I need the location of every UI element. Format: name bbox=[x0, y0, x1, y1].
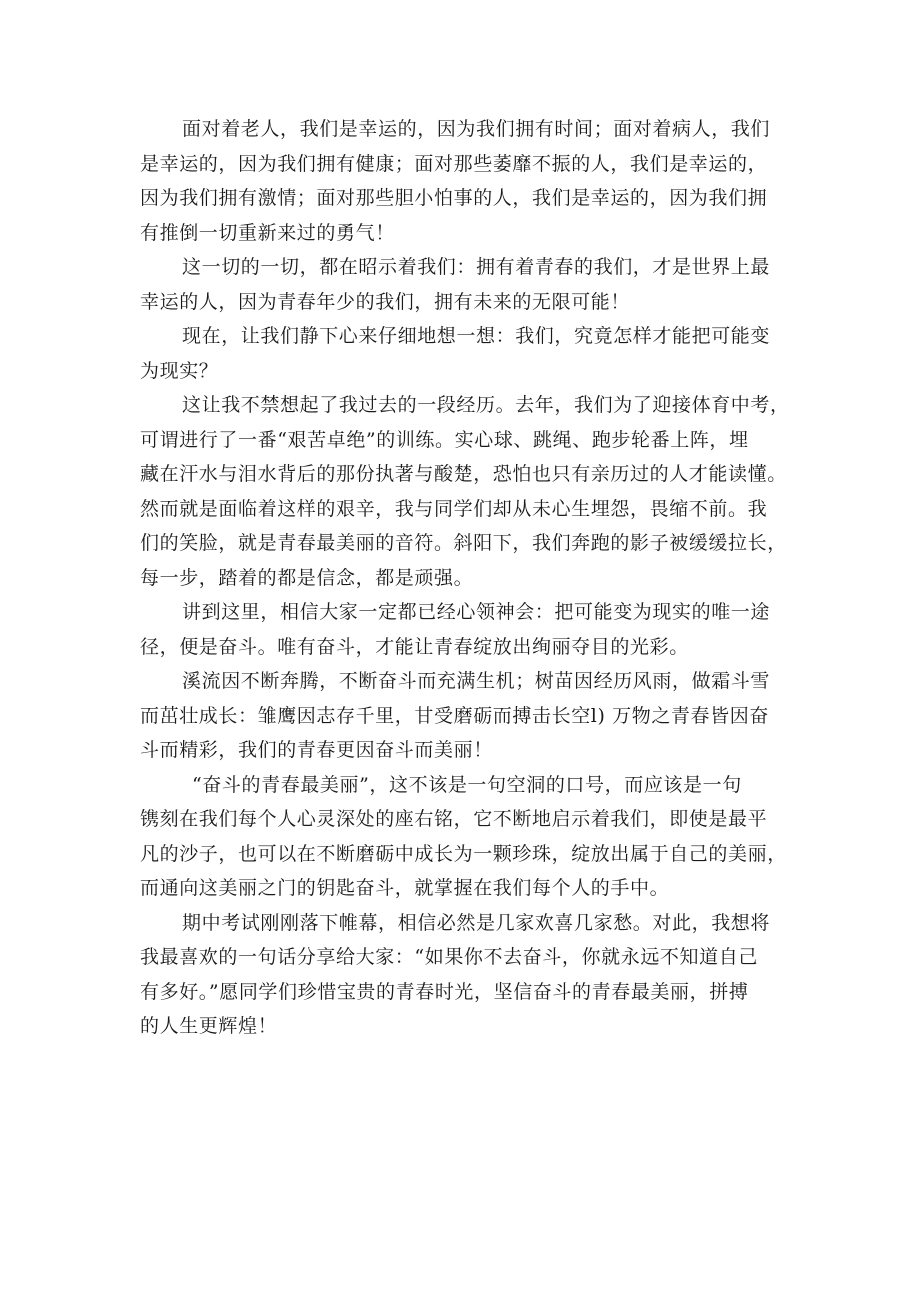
paragraph-line: 的人生更辉煌！ bbox=[140, 1015, 278, 1037]
paragraph-7 bbox=[140, 768, 785, 906]
paragraph-line: 溪流因不断奔腾，不断奋斗而充满生机；树苗因经历风雨，做霜斗雪 bbox=[182, 670, 771, 692]
paragraph-3 bbox=[140, 319, 785, 388]
paragraph-6 bbox=[140, 664, 785, 768]
paragraph-line: 现在，让我们静下心来仔细地想一想：我们，究竟怎样才能把可能变 bbox=[182, 325, 771, 347]
paragraph-line: 可谓进行了一番“艰苦卓绝”的训练。实心球、跳绳、跑步轮番上阵，埋 bbox=[140, 428, 749, 451]
document-body bbox=[140, 112, 790, 1044]
paragraph-line: 这一切的一切，都在昭示着我们：拥有着青春的我们，才是世界上最 bbox=[182, 256, 771, 278]
paragraph-line: 有推倒一切重新来过的勇气！ bbox=[140, 221, 395, 244]
paragraph-line: 面对着老人，我们是幸运的，因为我们拥有时间；面对着病人，我们 bbox=[182, 118, 771, 140]
paragraph-5 bbox=[140, 595, 785, 664]
paragraph-8 bbox=[140, 906, 785, 1044]
paragraph-line: 幸运的人，因为青春年少的我们，拥有未来的无限可能！ bbox=[140, 290, 631, 313]
paragraph-line: 讲到这里，相信大家一定都已经心领神会：把可能变为现实的唯一途 bbox=[182, 601, 771, 623]
paragraph-line: 这让我不禁想起了我过去的一段经历。去年，我们为了迎接体育中考， bbox=[182, 394, 790, 416]
paragraph-line: 每一步，踏着的都是信念，都是顽强。 bbox=[140, 566, 474, 589]
paragraph-line: 们的笑脸，就是青春最美丽的音符。斜阳下，我们奔跑的影子被缓缓拉长， bbox=[140, 532, 787, 554]
paragraph-line: 有多好。”愿同学们珍惜宝贵的青春时光，坚信奋斗的青春最美丽，拼搏 bbox=[140, 980, 749, 1003]
paragraph-4 bbox=[140, 388, 790, 595]
paragraph-line: “奋斗的青春最美丽”，这不该是一句空洞的口号，而应该是一句 bbox=[192, 773, 742, 796]
paragraph-line: 期中考试刚刚落下帷幕，相信必然是几家欢喜几家愁。对此，我想将 bbox=[182, 911, 771, 934]
paragraph-line: 凡的沙子，也可以在不断磨砺中成长为一颗珍珠，绽放出属于自己的美丽， bbox=[140, 842, 787, 865]
paragraph-line: 镌刻在我们每个人心灵深处的座右铭，它不断地启示着我们，即使是最平 bbox=[140, 808, 768, 830]
paragraph-line: 斗而精彩，我们的青春更因奋斗而美丽！ bbox=[140, 739, 493, 761]
paragraph-line: 我最喜欢的一句话分享给大家：“如果你不去奋斗，你就永远不知道自己 bbox=[140, 946, 758, 968]
paragraph-line: 然而就是面临着这样的艰辛，我与同学们却从未心生埋怨，畏缩不前。我 bbox=[140, 497, 768, 520]
paragraph-1 bbox=[140, 112, 785, 250]
paragraph-line: 为现实？ bbox=[140, 359, 219, 382]
paragraph-line: 因为我们拥有激情；面对那些胆小怕事的人，我们是幸运的，因为我们拥 bbox=[140, 187, 768, 209]
paragraph-2 bbox=[140, 250, 785, 319]
paragraph-line: 藏在汗水与泪水背后的那份执著与酸楚，恐怕也只有亲历过的人才能读懂。 bbox=[140, 463, 787, 485]
paragraph-line: 而茁壮成长：雏鹰因志存千里，甘受磨砺而搏击长空l) 万物之青春皆因奋 bbox=[140, 704, 769, 727]
paragraph-line: 是幸运的，因为我们拥有健康；面对那些萎靡不振的人，我们是幸运的， bbox=[140, 152, 768, 175]
paragraph-line: 而通向这美丽之门的钥匙奋斗，就掌握在我们每个人的手中。 bbox=[140, 877, 670, 899]
paragraph-line: 径，便是奋斗。唯有奋斗，才能让青春绽放出绚丽夺目的光彩。 bbox=[140, 635, 689, 658]
